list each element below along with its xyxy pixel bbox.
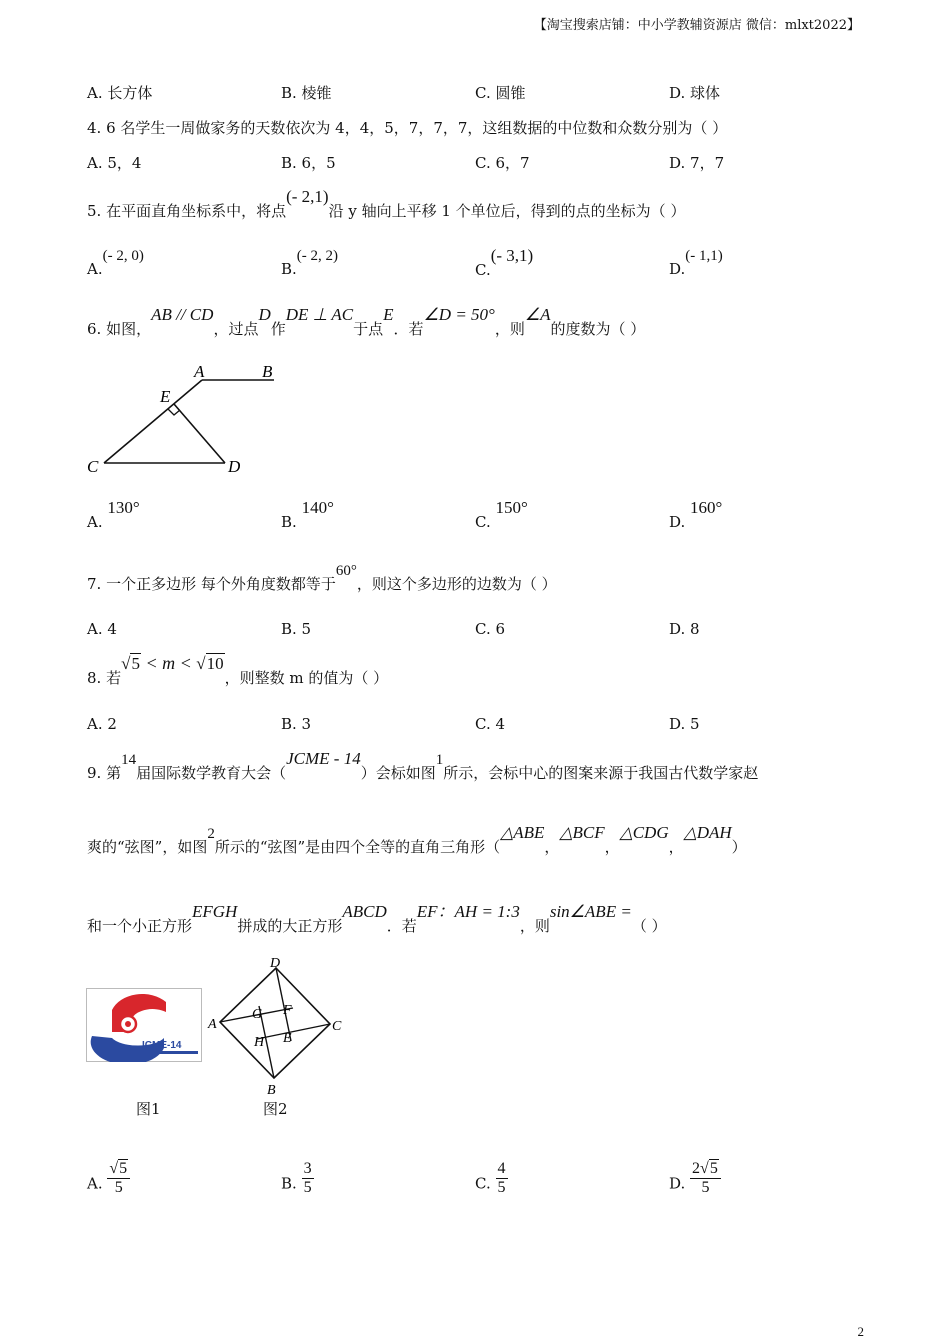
q9-figure1-caption: 图1 [136, 1100, 161, 1118]
q9-triangle-bcf: △BCF [559, 823, 605, 842]
q9-sin: sin∠ABE = [549, 902, 632, 921]
q9-fig2-label-g: G [252, 1007, 263, 1022]
q5-stem-b: 沿 y 轴向上平移 1 个单位后，得到的点的坐标为（ ） [328, 202, 686, 220]
q6-math-angle-a: ∠A [524, 305, 551, 324]
q5-option-c-value: (- 3,1) [490, 246, 534, 265]
q4-stem: 4. 6 名学生一周做家务的天数依次为 4，4，5，7，7，7，这组数据的中位数和众数分别为（ ） [87, 119, 728, 137]
q6-option-b[interactable]: B. 140° [281, 498, 334, 531]
q8-radicand-1: 5 [131, 654, 140, 673]
q9-stem-line1: 9. 第14届国际数学教育大会（JCME - 14）会标如图1所示，会标中心的图案来源于我国古代数学家赵 [87, 749, 759, 782]
q5-point: (- 2,1) [286, 187, 329, 206]
q9-stem-line2: 爽的“弦图”，如图2所示的“弦图”是由四个全等的直角三角形（△ABE，△BCF，△CDG，△DAH） [87, 823, 747, 856]
q6-label-a: A [194, 362, 205, 381]
q9-option-b[interactable]: B. $\frac{3}{5}$ [281, 1160, 312, 1196]
q5-options [87, 246, 867, 284]
q8-options [87, 715, 867, 739]
q5-option-a[interactable]: A.(- 2, 0) [87, 248, 144, 278]
q4-option-a[interactable]: A. 5，4 [87, 154, 142, 172]
q9-fig2-label-b: B [267, 1083, 276, 1098]
q9-triangle-dah: △DAH [683, 823, 732, 842]
q6-label-c: C [87, 457, 99, 476]
q8-option-d[interactable]: D. 5 [669, 715, 700, 733]
q6-label-d: D [228, 457, 241, 476]
q3-option-d[interactable]: D. 球体 [669, 84, 721, 102]
q6-math-perp: DE ⊥ AC [285, 305, 354, 324]
q9-fig2-label-a: A [208, 1017, 217, 1032]
q8-stem: 8. 若√5 < m < √10，则整数 m 的值为（ ） [87, 653, 389, 687]
q5-option-d[interactable]: D.(- 1,1) [669, 248, 723, 278]
q9-option-c[interactable]: C. $\frac{4}{5}$ [475, 1160, 506, 1196]
q3-option-b[interactable]: B. 棱锥 [281, 84, 332, 102]
q7-option-d[interactable]: D. 8 [669, 620, 700, 638]
q9-triangle-abe: △ABE [500, 823, 545, 842]
q5-option-a-value: (- 2, 0) [102, 248, 144, 264]
q6-option-d-value: 160° [690, 498, 723, 517]
q6-option-a[interactable]: A. 130° [87, 498, 140, 531]
q4-option-d[interactable]: D. 7，7 [669, 154, 725, 172]
q9-option-a[interactable]: A. $\frac{√5}{5}$ [87, 1166, 130, 1203]
page-number: 2 [857, 1324, 864, 1339]
q9-fig2-label-e: E [283, 1031, 292, 1046]
q5-option-b-value: (- 2, 2) [296, 248, 339, 264]
q6-label-e: E [160, 387, 171, 406]
q7-stem: 7. 一个正多边形 每个外角度数都等于60°，则这个多边形的边数为（ ） [87, 563, 557, 593]
q7-option-b[interactable]: B. 5 [281, 620, 312, 638]
q8-option-a[interactable]: A. 2 [87, 715, 117, 733]
page-header: 【淘宝搜索店铺：中小学教辅资源店 微信：mlxt2022】 [533, 18, 860, 33]
q6-options [87, 498, 867, 536]
q9-figure2 [206, 952, 352, 1098]
q8-radicand-2: 10 [206, 654, 224, 673]
q9-fig2-label-h: H [254, 1035, 265, 1050]
q6-label-b: B [262, 362, 273, 381]
q7-option-c[interactable]: C. 6 [475, 620, 506, 638]
q9-efgh: EFGH [192, 902, 238, 921]
q9-option-d[interactable]: D. $\frac{2√5}{5}$ [669, 1166, 721, 1203]
q9-ratio: EF：AH = 1:3 [416, 902, 520, 921]
q9-jcme: JCME - 14 [286, 749, 361, 768]
q3-options [87, 82, 867, 106]
q6-stem: 6. 如图，AB // CD，过点D作DE ⊥ AC于点E．若∠D = 50°，则∠A的度数为（ ） [87, 305, 646, 338]
q8-inequality: √5 < m < √10 [121, 653, 224, 673]
q9-fig2-label-c: C [332, 1019, 342, 1034]
q3-option-a[interactable]: A. 长方体 [87, 84, 153, 102]
q9-fig2-label-f: F [283, 1003, 292, 1018]
q6-math-e: E [383, 305, 394, 324]
q9-option-a-fraction: $\frac{√5}{5}$ [107, 1160, 130, 1197]
q9-figure2-caption: 图2 [263, 1100, 288, 1118]
q3-option-c[interactable]: C. 圆锥 [475, 84, 526, 102]
q5-stem [87, 187, 686, 221]
q8-option-c[interactable]: C. 4 [475, 715, 506, 733]
q9-option-c-fraction: $\frac{4}{5}$ [497, 1160, 506, 1196]
q6-option-c-value: 150° [495, 498, 528, 517]
q8-option-b[interactable]: B. 3 [281, 715, 312, 733]
q9-fig2-label-d: D [270, 956, 281, 971]
q6-option-b-value: 140° [301, 498, 334, 517]
q4-options [87, 152, 867, 176]
q6-math-parallel: AB // CD [151, 305, 214, 324]
q7-angle: 60° [335, 563, 357, 579]
q6-math-d: D [258, 305, 271, 324]
q4-option-c[interactable]: C. 6，7 [475, 154, 530, 172]
q4-option-b[interactable]: B. 6，5 [281, 154, 336, 172]
q7-option-a[interactable]: A. 4 [87, 620, 117, 638]
q6-option-d[interactable]: D. 160° [669, 498, 723, 531]
q6-figure [80, 358, 290, 480]
q6-option-c[interactable]: C. 150° [475, 498, 528, 531]
q9-triangle-cdg: △CDG [619, 823, 669, 842]
q6-math-angle-d: ∠D = 50° [423, 305, 495, 324]
q5-option-b[interactable]: B.(- 2, 2) [281, 248, 339, 278]
q9-options [87, 1160, 867, 1196]
q9-option-d-fraction: $\frac{2√5}{5}$ [690, 1160, 721, 1197]
q9-option-b-fraction: $\frac{3}{5}$ [303, 1160, 312, 1196]
q7-options [87, 620, 867, 644]
q9-abcd: ABCD [342, 902, 387, 921]
q5-option-d-value: (- 1,1) [685, 248, 723, 264]
q6-option-a-value: 130° [107, 498, 140, 517]
q5-option-c[interactable]: C.(- 3,1) [475, 246, 534, 279]
q5-stem-a: 5. 在平面直角坐标系中，将点 [87, 202, 287, 220]
q9-stem-line3: 和一个小正方形EFGH拼成的大正方形ABCD．若EF：AH = 1:3，则sin∠ABE =（ ） [87, 902, 667, 935]
q9-figure1-logo [86, 988, 202, 1062]
q9-logo-text: ICME-14 [142, 1040, 182, 1051]
